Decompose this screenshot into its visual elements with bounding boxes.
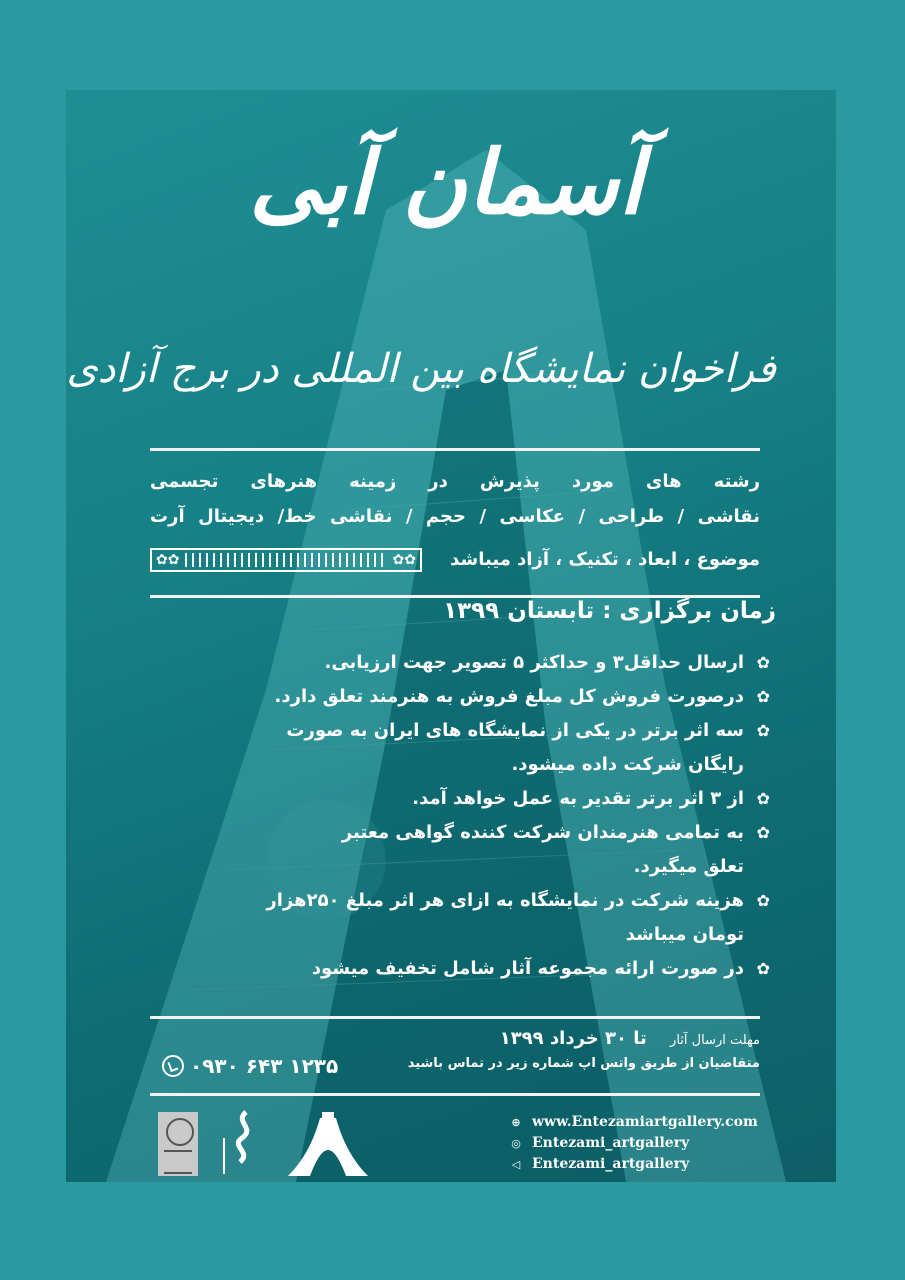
- rule-item: [150, 816, 770, 850]
- social-links: [510, 1112, 810, 1175]
- flower-bullet-icon: ✿: [756, 959, 770, 978]
- rule-text: از ۳ اثر برتر تقدیر به عمل خواهد آمد.: [412, 788, 744, 809]
- poster-subtitle: فراخوان نمایشگاه بین المللی در برج آزادی: [66, 346, 776, 392]
- ornament-bars: [185, 553, 386, 567]
- flower-icon: ✿: [404, 552, 416, 568]
- telegram-link[interactable]: [510, 1154, 810, 1175]
- fields-line-2: نقاشی / طراحی / عکاسی / حجم / نقاشی خط/ دیجیتال آرت: [150, 506, 760, 527]
- globe-icon: ⊕: [511, 1116, 521, 1129]
- flower-icon: ✿: [167, 552, 180, 568]
- event-date: زمان برگزاری : تابستان ۱۳۹۹: [443, 598, 776, 624]
- rule-item: [150, 884, 770, 918]
- rule-text: درصورت فروش کل مبلغ فروش به هنرمند تعلق دارد.: [274, 686, 744, 707]
- rule-item: [150, 680, 770, 714]
- phone-text: ۰۹۳۰ ۶۴۳ ۱۲۳۵: [190, 1054, 339, 1078]
- contact-note: متقاضیان از طریق واتس اپ شماره زیر در تماس باشید: [407, 1056, 760, 1071]
- instagram-link[interactable]: [510, 1133, 810, 1154]
- deadline-date: تا ۳۰ خرداد ۱۳۹۹: [499, 1028, 647, 1049]
- rule-item: [150, 782, 770, 816]
- divider: [150, 1093, 760, 1096]
- phone-number[interactable]: [162, 1054, 362, 1078]
- flower-bullet-icon: ✿: [756, 721, 770, 740]
- sponsor-logos: [158, 1106, 378, 1178]
- rule-item: [150, 850, 770, 884]
- divider: [150, 1016, 760, 1019]
- rule-item: [150, 646, 770, 680]
- poster-title: آسمان آبی: [249, 130, 643, 234]
- rule-text: ارسال حداقل۳ و حداکثر ۵ تصویر جهت ارزیابی.: [324, 652, 744, 673]
- rule-item: [150, 748, 770, 782]
- rule-text: تعلق میگیرد.: [633, 856, 744, 877]
- rule-text: در صورت ارائه مجموعه آثار شامل تخفیف میشود: [311, 958, 744, 979]
- telegram-text: Entezami_artgallery: [532, 1156, 690, 1172]
- rule-text: تومان میباشد: [625, 924, 744, 945]
- rule-text: به تمامی هنرمندان شرکت کننده گواهی معتبر: [341, 822, 744, 843]
- rule-text: سه اثر برتر در یکی از نمایشگاه های ایران به صورت: [286, 720, 744, 741]
- rules-list: [150, 646, 770, 986]
- telegram-icon: ◁: [511, 1158, 521, 1171]
- divider: [150, 448, 760, 451]
- whatsapp-icon: [162, 1055, 184, 1077]
- flower-bullet-icon: ✿: [756, 891, 770, 910]
- flower-bullet-icon: ✿: [756, 823, 770, 842]
- rudaki-foundation-logo: [216, 1108, 270, 1178]
- rule-text: هزینه شرکت در نمایشگاه به ازای هر اثر مبلغ ۲۵۰هزار: [266, 890, 744, 911]
- rule-item: [150, 918, 770, 952]
- fields-line-3-row: [150, 542, 760, 572]
- poster: [66, 90, 836, 1182]
- instagram-icon: ◎: [511, 1137, 521, 1150]
- fields-line-1: رشته های مورد پذیرش در زمینه هنرهای تجسمی: [150, 471, 760, 492]
- flower-icon: ✿: [156, 552, 168, 568]
- deadline-label: مهلت ارسال آثار: [670, 1033, 760, 1048]
- poster-content: [66, 90, 836, 1182]
- flower-bullet-icon: ✿: [756, 653, 770, 672]
- website-text: www.Entezamiartgallery.com: [532, 1114, 758, 1130]
- fields-line-3: موضوع ، ابعاد ، تکنیک ، آزاد میباشد: [450, 549, 760, 570]
- flower-bullet-icon: ✿: [756, 789, 770, 808]
- ornament-box: [150, 548, 422, 572]
- instagram-text: Entezami_artgallery: [532, 1135, 690, 1151]
- accepted-fields: [150, 464, 760, 534]
- rule-item: [150, 952, 770, 986]
- website-link[interactable]: [510, 1112, 810, 1133]
- entezami-gallery-logo: [158, 1112, 198, 1176]
- flower-bullet-icon: ✿: [756, 687, 770, 706]
- flower-icon: ✿: [392, 552, 405, 568]
- rule-item: [150, 714, 770, 748]
- azadi-tower-logo: [284, 1110, 372, 1178]
- rule-text: رایگان شرکت داده میشود.: [511, 754, 744, 775]
- deadline: [366, 1028, 760, 1049]
